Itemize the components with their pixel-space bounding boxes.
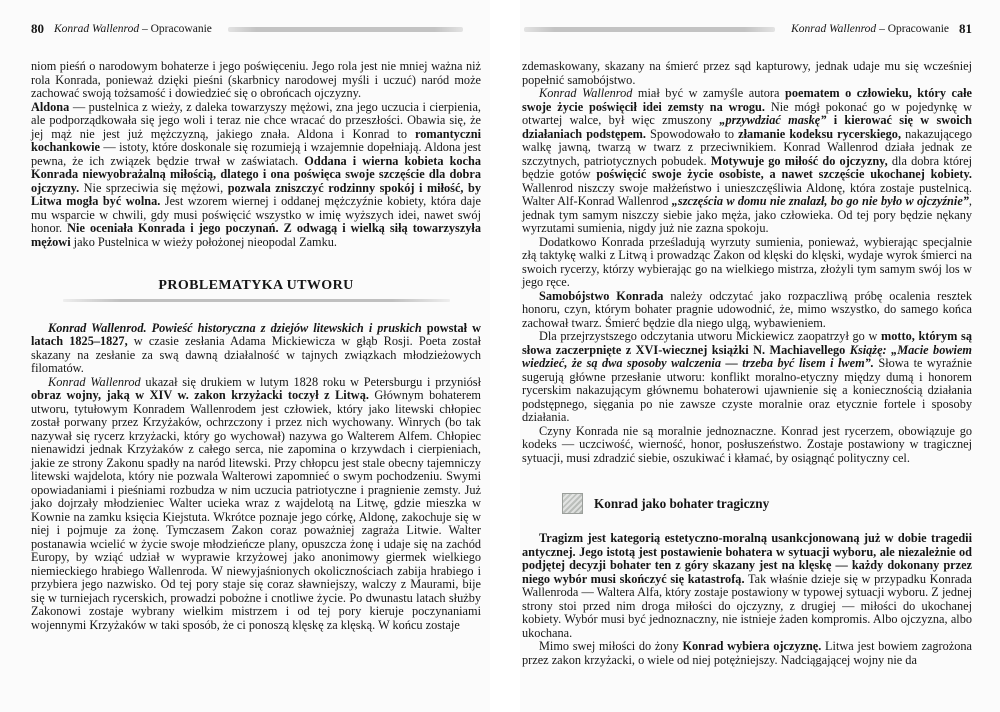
text-run: Wallenrod niszczy swoje małżeństwo i unieszczęśliwia Aldonę, która zostaje pustelnicą. Walter Alf-Konrad Wallenrod [522,180,972,208]
page-body-left [31,60,481,632]
section-heading-rule [63,299,450,302]
text-run: powstał w latach 1825–1827, [31,320,481,348]
text-run: — pustelnica z wieży, z daleka towarzyszy mężowi, zna jego uczucia i cierpienia, ale podporządkowała się jego woli i teraz nie chce wracać do przeszłości. Obawia się, że jej mąż nie jest już mężczyzną, jakiego znała. Aldona i Konrad to [31,99,481,141]
page-number-left: 80 [31,21,44,36]
text-run: Głównym bohaterem utworu, tytułowym Konradem Wallenrodem jest człowiek, który jako litewski chłopiec został porwany przez Krzyżaków, ochrzczony i przez nich wychowany. Winrych (bo tak nazywał się rycerz krzyżacki, który go wychował) nazywa go Walterem Alfem. Chłopiec nienawidzi jednak Krzyżaków z całego serca, nie zapomina o krzywdach i cierpieniach, jakie ze strony Zakonu spadły na naród litewski. Przy chłopcu jest stale obecny tajemniczy litewski wajdelota, który nie pozwala Walterowi zapomnieć o swym pochodzeniu. Swymi opowiadaniami i pieśniami rozbudza w nim uczucia patriotyczne i pragnienie zemsty. Już jako dojrzały młodzieniec Walter ucieka wraz z wajdelotą na Litwę, gdzie mieszka w Kownie na zamku księcia Kiejstuta. Wkrótce poznaje jego córkę, Aldonę, zakochuje się w niej i pojmuje za żonę. Tymczasem Zakon coraz poważniej zagraża Litwie. Walter postanawia wcielić w życie swoje młodzieńcze plany, opuszcza żonę i udaje się na zachód Europy, by wziąć udział w wyprawie krzyżowej jako anonimowy giermek wielkiego niemieckiego hrabiego Wallenroda. W niewyjaśnionych okolicznościach zabija hrabiego i przybiera jego nazwisko. Od tej pory staje się coraz sławniejszy, walczy z Maurami, bije się w turniejach rycerskich, prowadzi pobożne i cnotliwe życie. Po dwunastu latach służby Zakonowi zostaje wybrany wielkim mistrzem i od tej pory kieruje poczynaniami wojennymi Krzyżaków w taki sposób, że ci ponoszą klęskę za klęską. W końcu zostaje [31,388,482,632]
sub-heading-label: Konrad jako bohater tragiczny [594,495,770,511]
paragraph [522,425,972,466]
paragraph [31,376,481,633]
paragraph [522,290,972,331]
section-heading: PROBLEMATYKA UTWORU [158,278,354,293]
text-run: Aldona [31,99,70,114]
running-head-title: Konrad Wallenrod [791,23,877,35]
text-run: Samobójstwo Konrada [539,288,664,303]
header-rule-left [228,27,463,32]
text-run: Nie mógł pokonać go w pojedynkę w otwartej walce, był więc zmuszony [522,99,973,127]
text-run: Konrad wybiera ojczyznę. [682,639,822,653]
text-run: pozwala zniszczyć rodzinny spokój i miłość, by Litwa mogła być wolna. [31,180,481,208]
page-81 [500,0,1000,712]
text-run: „szczęścia w domu nie znalazł, bo go nie było w ojczyźnie” [671,194,969,208]
text-run: miał być w zamyśle autora [632,86,785,100]
text-run: w czasie zesłania Adama Mickiewicza w głąb Rosji. Poeta został skazany na zesłanie za swą dawną działalność w tajnych związkach młodzieżowych filomatów. [31,334,481,375]
running-head-left [54,23,212,35]
paragraph [31,322,481,376]
text-run: Książę: „Macie bowiem wiedzieć, że są dwa sposoby walczenia — trzeba być lisem i lwem”. [522,342,972,370]
text-run: Tragizm jest kategorią estetyczno-moralną usankcjonowaną już w dobie tragedii antycznej. Jego istotą jest postawienie bohatera w sytuacji wyboru, ale niezależnie od podjętej decyzji bohater ten z góry skazany jest na klęskę — każdy dokonany przez niego wybór musi skończyć się katastrofą. [522,531,972,586]
ornament-icon [562,493,583,514]
text-run: Konrad Wallenrod. Powieść historyczna z dziejów litewskich i pruskich [48,320,422,335]
text-run: poświęcić swoje życie osobiste, a nawet szczęście ukochanej kobiety. [596,167,972,181]
paragraph [522,60,972,87]
text-run: Mimo swej miłości do żony [539,639,683,653]
text-run: Dodatkowo Konrada prześladują wyrzuty sumienia, ponieważ, wybierając specjalnie złą taktykę walki z Litwą i prowadząc Zakon od klęski do klęski, wydaje wyrok śmierci na swoich rycerzy, którzy wybierając go na wielkiego mistrza, złożyli tym samym swój los w jego ręce. [522,234,972,289]
page-header-right [522,22,972,36]
text-run: , jednak tym samym niszczy siebie jako męża, jako człowieka. Od tej pory będzie nękany wyrzutami sumienia, nigdy już nie zazna spokoju. [522,194,972,235]
text-run: ukazał się drukiem w lutym 1828 roku w Petersburgu i przyniósł [140,374,481,389]
text-run: Jest wzorem wiernej i oddanej mężczyźnie kobiety, która daje mu wsparcie w chwili, gdy musi poświęcić wszystko w imię wyższych idei, nawet swój honor. [31,194,481,235]
paragraph [522,236,972,290]
running-head-title: Konrad Wallenrod [54,23,140,35]
paragraph [522,87,972,236]
text-run: — istoty, które doskonale się rozumieją i wzajemnie dopełniają. Aldona jest pewna, że ich związek będzie trwał w zaświatach. [31,140,481,168]
text-run: Spowodowało to [645,126,739,141]
text-run: Oddana i wierna kobieta kocha Konrada niewyobrażalną miłością, dlatego i ona poświęca swoje szczęście dla dobra ojczyzny. [31,153,481,195]
paragraph [522,640,972,667]
text-run: Motywuje go miłość do ojczyzny, [710,153,888,168]
text-run: niom pieśń o narodowym bohaterze i jego poświęceniu. Jego rola jest nie mniej ważna niż rola Konrada, ponieważ dzięki pieśni (skarbnicy narodowej myśli i uczuć) naród może zachować swoją tożsamość i dowiedzieć się o obrońcach ojczyzny. [31,59,481,100]
text-run: nakazującego walkę jawną, twarzą w twarz z przeciwnikiem. Konrad Wallenrod działa jednak ze szczytnych, patriotycznych pobudek. [522,126,972,168]
text-run: dla dobra której będzie gotów [522,153,972,181]
text-run: należy odczytać jako rozpaczliwą próbę ocalenia resztek honoru, czyn, którym bohater pragnie udowodnić, że, mimo wszystko, do samego końca zachował twarz. Śmierć będzie dla niego ulgą, wybawieniem. [522,288,972,330]
text-run: obraz wojny, jaką w XIV w. zakon krzyżacki toczył z Litwą. [31,388,369,402]
text-run: Dla przejrzystszego odczytania utworu Mickiewicz zaopatrzył go w [539,329,881,343]
paragraph [522,532,972,640]
text-run: Słowa te wyraźnie sugerują główne przesłanie utworu: konflikt moralno-etyczny między dumą i honorem rycerskim nakazującym głównemu bohaterowi ujawnienie się a koniecznością działania podstępnego, sięgania po nie zawsze czyste moralnie oraz etycznie fortele i sposoby działania. [522,356,972,424]
sub-heading [562,493,972,514]
running-head-suffix: – Opracowanie [139,23,212,35]
running-head-right [791,23,949,35]
page-number-right: 81 [959,21,972,36]
text-run: Nie sprzeciwia się mężowi, [79,180,228,195]
paragraph [522,330,972,425]
page-body-right [522,60,972,667]
text-run: jako Pustelnica w wieży położonej nieopodal Zamku. [70,234,337,249]
text-run: poematem o człowieku, który całe swoje życie poświęcił idei zemsty na wrogu. [522,86,972,114]
running-head-suffix: – Opracowanie [876,23,949,35]
header-rule-right [524,27,775,32]
text-run: Czyny Konrada nie są moralnie jednoznaczne. Konrad jest rycerzem, obowiązuje go kodeks — uczciwość, wierność, honor, posłuszeństwo. Zostaje postawiony w tragicznej sytuacji, musi zdradzić siebie, oszukiwać i kłamać, by osiągnąć polityczny cel. [522,423,972,465]
paragraph [31,60,481,101]
text-run: zdemaskowany, skazany na śmierć przez sąd kapturowy, jednak udaje mu się wcześniej popełnić samobójstwo. [522,59,972,87]
text-run: Konrad Wallenrod [48,374,141,389]
text-run: „przywdziać maskę” [719,113,827,127]
text-run: Nie oceniała Konrada i jego poczynań. Z odwagą i wielką siłą towarzyszyła mężowi [31,221,481,249]
text-run: Tak właśnie dzieje się w przypadku Konrada Wallenroda — Waltera Alfa, który zostaje postawiony w typowej sytuacji wyboru. Z jednej strony stoi przed nim droga miłości do ojczyzny, z drugiej — miłości do ukochanej kobiety. Wybór musi być jednoznaczny, nie istnieje żaden kompromis. Albo ojczyzna, albo ukochana. [522,571,972,640]
text-run: i kierować się w swoich działaniach podstępem. [522,113,972,141]
text-run: Litwa jest bowiem zagrożona przez zakon krzyżacki, o wiele od niej potężniejszy. Nadciągającej wojny nie da [522,639,972,667]
text-run: złamanie kodeksu rycerskiego, [738,126,902,141]
page-header-left [31,22,481,36]
text-run: motto, którym są słowa zaczerpnięte z XVI-wiecznej książki N. Machiavellego [522,329,972,357]
text-run: romantyczni kochankowie [31,126,481,154]
text-run: Konrad Wallenrod [539,86,633,100]
paragraph [31,101,481,250]
